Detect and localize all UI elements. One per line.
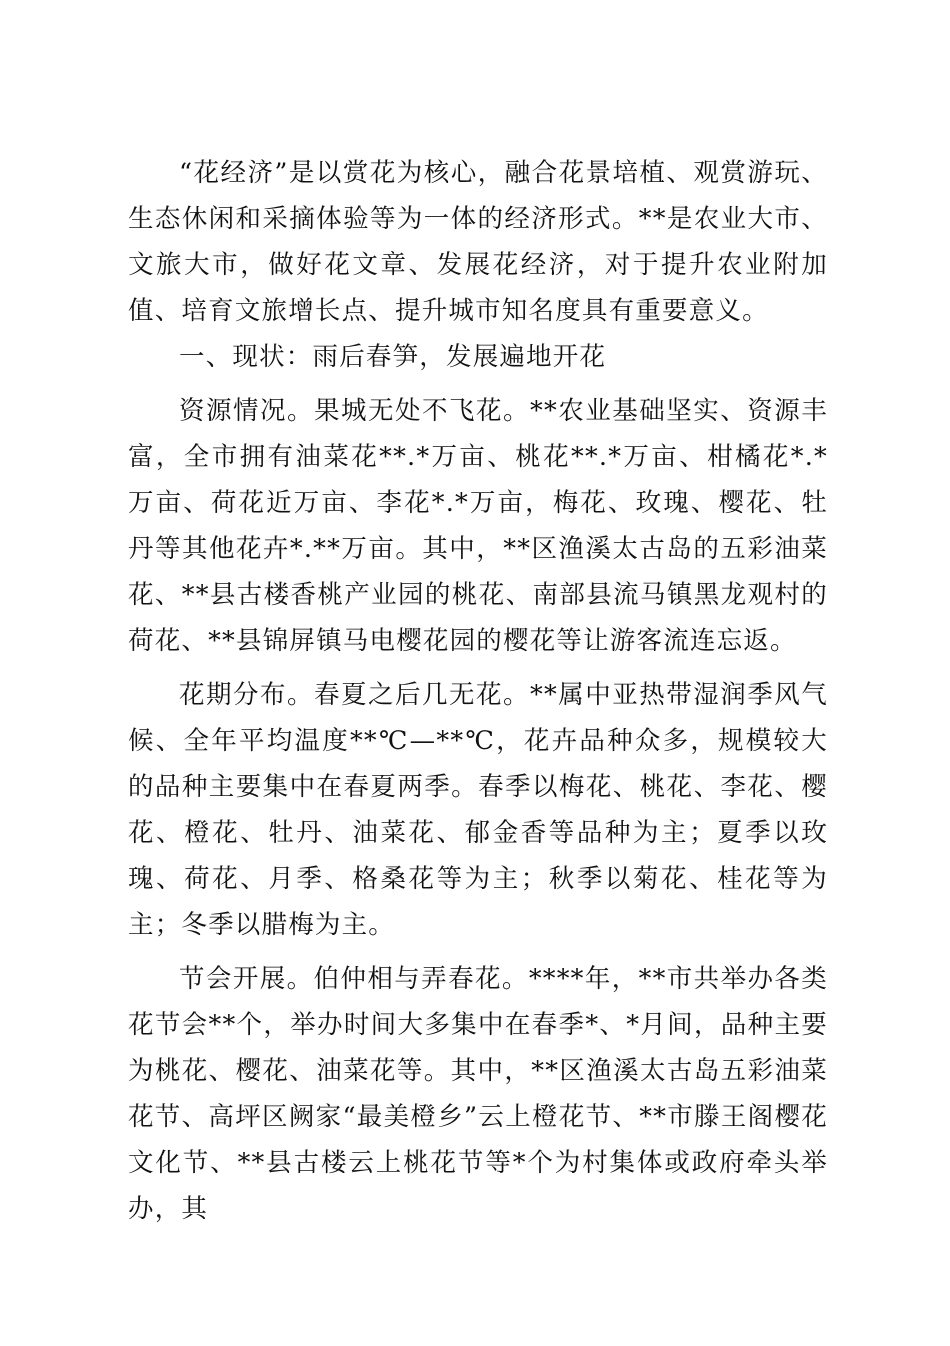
- section-heading: 一、现状：雨后春笋，发展遍地开花: [179, 342, 607, 372]
- bloom-period-paragraph: 花期分布。春夏之后几无花。**属中亚热带湿润季风气候、全年平均温度**℃—**℃，花卉品种众多，规模较大的品种主要集中在春夏两季。春季以梅花、桃花、李花、樱花、橙花、牡丹、油菜花、郁金香等品种为主；夏季以玫瑰、荷花、月季、格桑花等为主；秋季以菊花、桂花等为主；冬季以腊梅为主。: [128, 680, 828, 940]
- document-body: [128, 150, 828, 1232]
- resources-paragraph: 资源情况。果城无处不飞花。**农业基础坚实、资源丰富，全市拥有油菜花**.*万亩、桃花**.*万亩、柑橘花*.*万亩、荷花近万亩、李花*.*万亩，梅花、玫瑰、樱花、牡丹等其他花卉*.**万亩。其中，**区渔溪太古岛的五彩油菜花、**县古楼香桃产业园的桃花、南部县流马镇黑龙观村的荷花、**县锦屏镇马电樱花园的樱花等让游客流连忘返。: [128, 396, 828, 656]
- festivals-paragraph: 节会开展。伯仲相与弄春花。****年，**市共举办各类花节会**个，举办时间大多集中在春季*、*月间，品种主要为桃花、樱花、油菜花等。其中，**区渔溪太古岛五彩油菜花节、高坪区阙家“最美橙乡”云上橙花节、**市滕王阁樱花文化节、**县古楼云上桃花节等*个为村集体或政府牵头举办，其: [128, 964, 828, 1224]
- intro-paragraph: “花经济”是以赏花为核心，融合花景培植、观赏游玩、生态休闲和采摘体验等为一体的经济形式。**是农业大市、文旅大市，做好花文章、发展花经济，对于提升农业附加值、培育文旅增长点、提升城市知名度具有重要意义。: [128, 158, 828, 326]
